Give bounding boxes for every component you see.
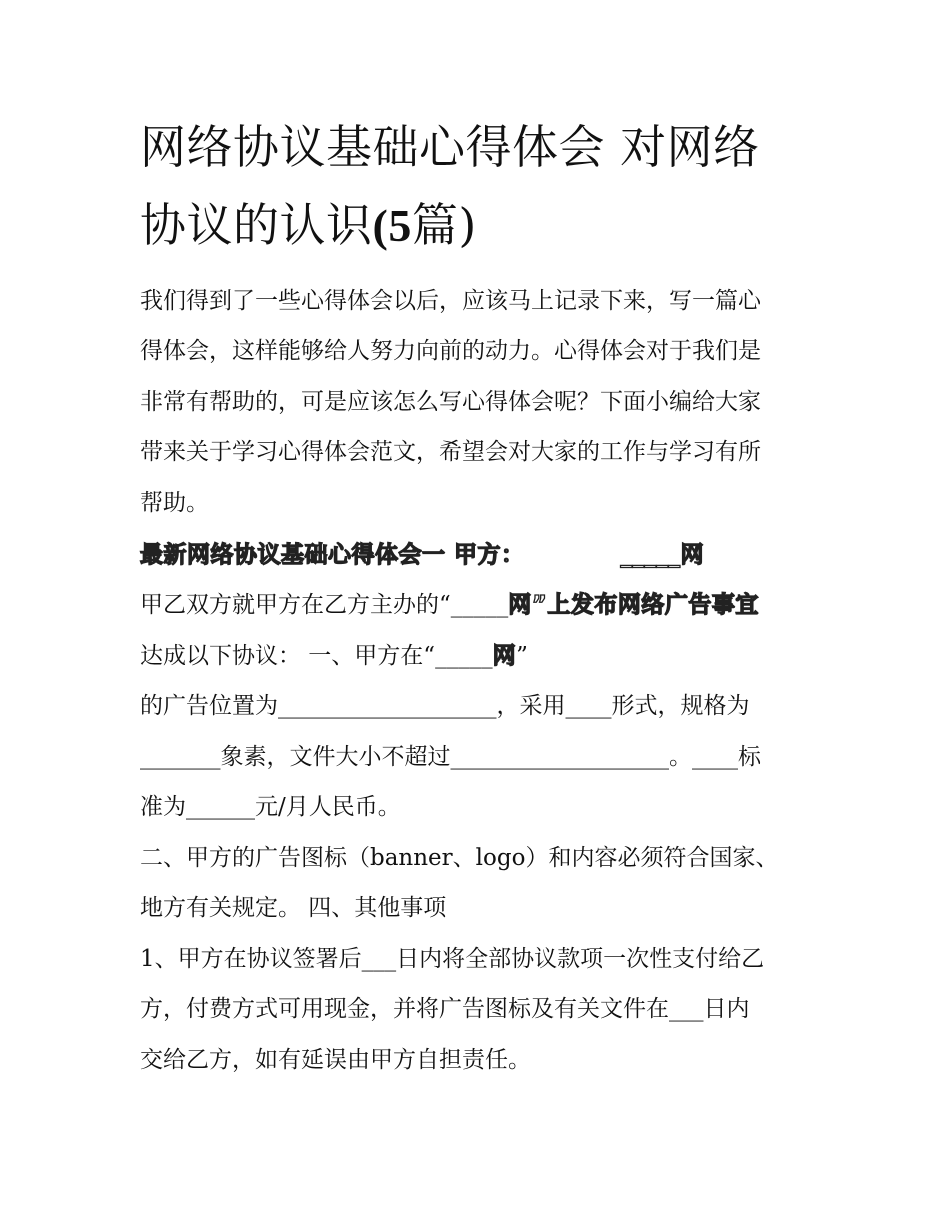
title-line-2-bold: (5 (372, 200, 412, 251)
section-heading (140, 540, 820, 570)
agreement-line-3 (140, 641, 820, 671)
title-line-2-suffix: 篇) (411, 198, 477, 252)
agreement-line-3-end: ” (516, 643, 528, 669)
agreement-line-5: _______象素，文件大小不超过___________________。____标 (140, 744, 761, 770)
section-heading-text: 最新网络协议基础心得体会一 甲方： (140, 542, 525, 568)
intro-line-2: 得体会，这样能够给人努力向前的动力。心得体会对于我们是 (140, 338, 761, 364)
section-heading-blank: _____网 (620, 542, 705, 568)
intro-line-3: 非常有帮助的，可是应该怎么写心得体会呢？下面小编给大家 (140, 389, 761, 415)
agreement-line-6: 准为______元/月人民币。 (140, 794, 401, 820)
document-title (140, 108, 830, 265)
agreement-line-8: 地方有关规定。 四、其他事项 (140, 895, 447, 921)
title-line-2-prefix: 协议的认识 (140, 198, 373, 252)
agreement-line-2 (140, 590, 820, 620)
intro-line-4: 带来关于学习心得体会范文，希望会对大家的工作与学习有所 (140, 439, 761, 465)
agreement-line-4: 的广告位置为___________________，采用____形式，规格为 (140, 693, 750, 719)
agreement-line-2-outline: 网”上发布网络广告事宜 (508, 592, 759, 618)
agreement-line-11: 交给乙方，如有延误由甲方自担责任。 (140, 1047, 531, 1073)
title-line-1: 网络协议基础心得体会 对网络 (140, 120, 760, 174)
agreement-line-3-text: 达成以下协议： 一、甲方在“_____ (140, 643, 493, 669)
intro-line-1: 我们得到了一些心得体会以后，应该马上记录下来，写一篇心 (140, 288, 761, 314)
agreement-line-3-outline: 网 (492, 643, 517, 669)
agreement-line-2-text: 甲乙双方就甲方在乙方主办的“_____ (140, 592, 509, 618)
agreement-line-7: 二、甲方的广告图标（banner、logo）和内容必须符合国家、 (140, 845, 779, 871)
agreement-line-10: 方，付费方式可用现金，并将广告图标及有关文件在___日内 (140, 996, 750, 1022)
agreement-line-9: 1、甲方在协议签署后___日内将全部协议款项一次性支付给乙 (140, 946, 765, 972)
intro-line-5: 帮助。 (140, 490, 209, 516)
